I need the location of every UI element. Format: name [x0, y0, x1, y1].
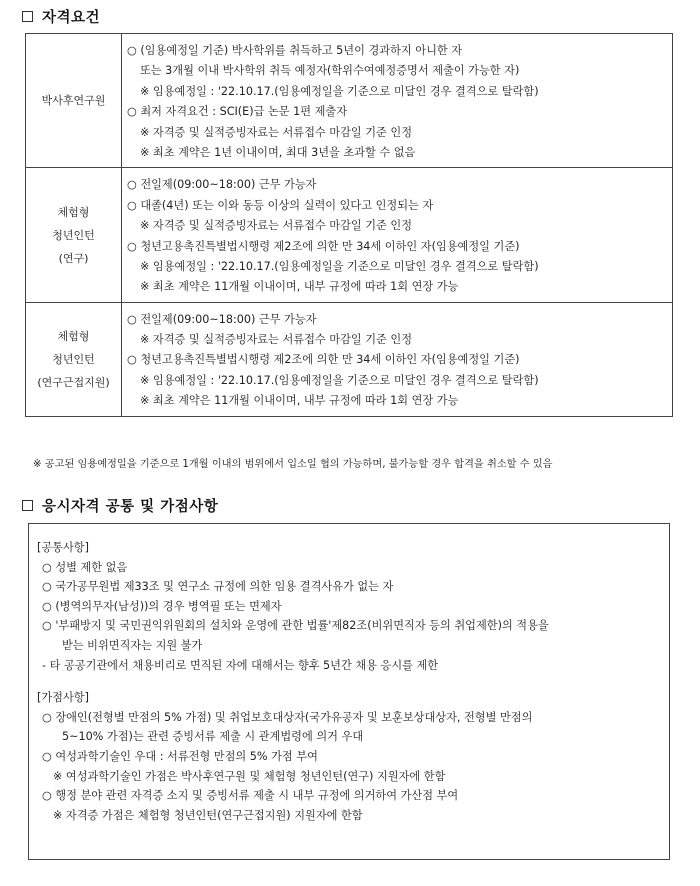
requirement-line: ○ 전일제(09:00~18:00) 근무 가능자	[127, 178, 317, 192]
requirement-line: ※ 최초 계약은 11개월 이내이며, 내부 규정에 따라 1회 연장 가능	[140, 394, 459, 408]
table-row	[26, 168, 673, 302]
spacer	[29, 675, 669, 688]
requirement-line: ○ (임용예정일 기준) 박사학위를 취득하고 5년이 경과하지 아니한 자	[127, 44, 463, 57]
requirement-line: ※ 자격증 및 실적증빙자료는 서류접수 마감일 기준 인정	[140, 333, 413, 347]
requirement-line: ※ 최초 계약은 1년 이내이며, 최대 3년을 초과할 수 없음	[140, 145, 416, 159]
row-label-line: 청년인턴	[52, 228, 95, 242]
section-title-common	[22, 495, 218, 516]
table-row	[26, 34, 673, 168]
section-title-text: 자격요건	[42, 10, 101, 26]
requirement-line: ○ 전일제(09:00~18:00) 근무 가능자	[127, 312, 317, 326]
requirement-line: ○ 청년고용촉진특별법시행령 제2조에 의한 만 34세 이하인 자(임용예정일 기준)	[127, 353, 520, 367]
footnote: ※ 공고된 임용예정일을 기준으로 1개월 이내의 범위에서 입소일 협의 가능하며, 불가능할 경우 합격을 취소할 수 있음	[33, 459, 553, 470]
condition-line: ○ 여성과학기술인 우대 : 서류전형 만점의 5% 가점 부여	[42, 749, 318, 763]
row-content	[122, 302, 673, 416]
subsection-heading: [가점사항]	[37, 691, 89, 705]
requirement-line: ※ 임용예정일 : '22.10.17.(임용예정일을 기준으로 미달인 경우 결격으로 탈락함)	[140, 259, 539, 273]
condition-line: ○ 성별 제한 없음	[42, 560, 128, 574]
condition-line: ※ 자격증 가점은 체험형 청년인턴(연구근접지원) 지원자에 한함	[53, 808, 363, 822]
condition-line: ○ (병역의무자(남성))의 경우 병역필 또는 면제자	[42, 599, 282, 613]
requirement-line: ※ 임용예정일 : '22.10.17.(임용예정일을 기준으로 미달인 경우 결격으로 탈락함)	[140, 84, 539, 98]
row-label	[26, 168, 122, 302]
condition-line: ○ 장애인(전형별 만점의 5% 가점) 및 취업보호대상자(국가유공자 및 보훈보상대상자, 전형별 만점의	[42, 710, 533, 724]
condition-line: - 타 공공기관에서 채용비리로 면직된 자에 대해서는 향후 5년간 채용 응시를 제한	[42, 658, 439, 672]
row-label-line: 박사후연구원	[41, 94, 106, 108]
row-label-line: 청년인턴	[52, 352, 95, 366]
row-content	[122, 34, 673, 168]
requirement-line: ※ 자격증 및 실적증빙자료는 서류접수 마감일 기준 인정	[140, 125, 413, 139]
row-label	[26, 302, 122, 416]
subsection-heading: [공통사항]	[37, 541, 89, 554]
section-title-requirements	[22, 6, 100, 27]
condition-line: ○ 국가공무원법 제33조 및 연구소 규정에 의한 임용 결격사유가 없는 자	[42, 580, 394, 594]
requirement-line: ○ 청년고용촉진특별법시행령 제2조에 의한 만 34세 이하인 자(임용예정일 기준)	[127, 239, 520, 253]
condition-line: 받는 비위면직자는 지원 불가	[62, 638, 203, 652]
table-row	[26, 302, 673, 416]
checkbox-square-icon	[22, 11, 33, 22]
row-label-line: (연구)	[58, 251, 89, 265]
row-label-line: 체험형	[57, 329, 90, 343]
requirement-line: ○ 대졸(4년) 또는 이와 동등 이상의 실력이 있다고 인정되는 자	[127, 198, 434, 212]
requirement-line: ※ 자격증 및 실적증빙자료는 서류접수 마감일 기준 인정	[140, 219, 413, 233]
row-label	[26, 34, 122, 168]
row-content	[122, 168, 673, 302]
condition-line: ※ 여성과학기술인 가점은 박사후연구원 및 체험형 청년인턴(연구) 지원자에 한함	[53, 769, 446, 783]
common-conditions-box	[28, 523, 670, 860]
requirement-line: ※ 임용예정일 : '22.10.17.(임용예정일을 기준으로 미달인 경우 결격으로 탈락함)	[140, 373, 539, 387]
row-label-line: (연구근접지원)	[37, 375, 110, 389]
condition-line: 5~10% 가점)는 관련 증빙서류 제출 시 관계법령에 의거 우대	[62, 730, 364, 744]
requirement-line: ○ 최저 자격요건 : SCI(E)급 논문 1편 제출자	[127, 105, 348, 119]
condition-line: ○ 행정 분야 관련 자격증 소지 및 증빙서류 제출 시 내부 규정에 의거하여 가산점 부여	[42, 789, 459, 803]
condition-line: ○ '부패방지 및 국민권익위원회의 설치와 운영에 관한 법률'제82조(비위면직자 등의 취업제한)의 적용을	[42, 619, 549, 633]
section-title-text: 응시자격 공통 및 가점사항	[42, 499, 219, 515]
checkbox-square-icon	[22, 500, 33, 511]
requirement-line: 또는 3개월 이내 박사학위 취득 예정자(학위수여예정증명서 제출이 가능한 자)	[140, 64, 520, 78]
requirement-line: ※ 최초 계약은 11개월 이내이며, 내부 규정에 따라 1회 연장 가능	[140, 280, 459, 294]
requirements-table	[25, 33, 673, 417]
row-label-line: 체험형	[57, 205, 90, 219]
